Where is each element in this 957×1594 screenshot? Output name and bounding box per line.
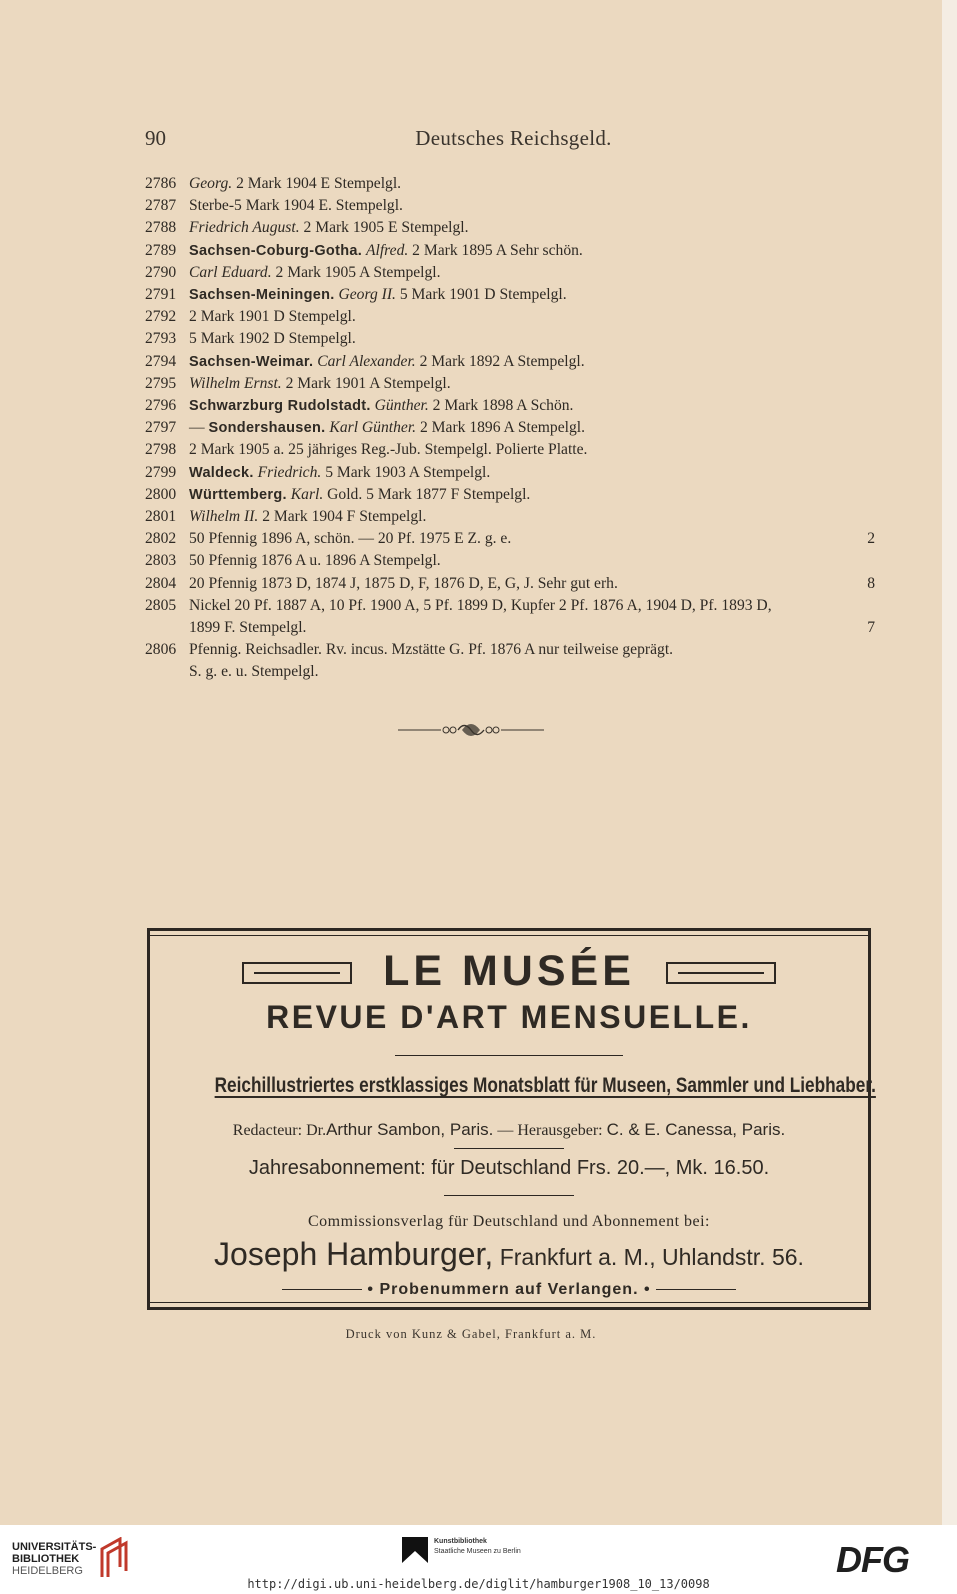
entry-text: 2 Mark 1896 A Stempelgl. [416, 419, 585, 437]
entry-text: 2 Mark 1904 E Stempelgl. [232, 175, 402, 192]
distributor-name: Joseph Hamburger, [214, 1236, 494, 1272]
entry-region: Sachsen-Weimar. [189, 353, 314, 370]
ad-commission: Commissionsverlag für Deutschland und Abonnement bei: [308, 1213, 710, 1230]
entry-ruler: Günther. [374, 397, 429, 415]
entry-ruler: Georg. [189, 175, 233, 192]
permalink-url[interactable]: http://digi.ub.uni-heidelberg.de/diglit/hamburger1908_10_13/0098 [247, 1577, 710, 1591]
catalog-entry [145, 462, 875, 484]
catalog-entry [145, 373, 875, 395]
ad-subscription: Jahresabonnement: für Deutschland Frs. 20.—, Mk. 16.50. [248, 1157, 770, 1179]
publisher-label: — Herausgeber: [493, 1122, 607, 1139]
entry-ruler: Carl Eduard. [189, 263, 272, 281]
entry-text: — [189, 419, 209, 437]
entry-number: 2799 [145, 463, 177, 481]
ornament-divider [0, 718, 942, 747]
entry-ruler: Wilhelm II. [189, 508, 259, 526]
entry-text: 2 Mark 1905 E Stempelgl. [299, 219, 469, 237]
catalog-entry [145, 351, 875, 373]
entry-number: 2800 [145, 485, 177, 503]
library-sub: Staatliche Museen zu Berlin [434, 1548, 521, 1555]
university-emblem-icon [94, 1537, 134, 1581]
ad-tagline: Reichillustriertes erstklassiges Monatsblatt für Museen, Sammler und Liebhaber. [214, 1074, 876, 1097]
catalog-entry [145, 217, 875, 239]
ad-divider [395, 1055, 623, 1056]
specimen-rule-right [656, 1289, 736, 1290]
ad-divider [454, 1148, 564, 1149]
catalog-entry [145, 195, 875, 217]
entry-number: 2804 [145, 574, 177, 592]
entry-region: Sachsen-Coburg-Gotha. [189, 242, 363, 259]
publisher-name: C. & E. Canessa, Paris. [606, 1120, 786, 1139]
specimen-text: Probenummern auf Verlangen. [379, 1281, 639, 1298]
ad-divider [444, 1195, 574, 1196]
catalog-entry [145, 173, 875, 195]
entry-ruler: Georg II. [338, 286, 396, 304]
entry-text: 2 Mark 1905 a. 25 jähriges Reg.-Jub. Stempelgl. Polierte Platte. [189, 441, 588, 459]
entry-ruler: Wilhelm Ernst. [189, 374, 282, 392]
entry-number: 2796 [145, 397, 177, 415]
specimen-rule-left [282, 1289, 362, 1290]
entry-continuation: S. g. e. u. Stempelgl. [189, 663, 319, 681]
entry-region: Schwarzburg Rudolstadt. [189, 398, 371, 415]
ornament-icon [396, 718, 546, 742]
entry-text: 2 Mark 1905 A Stempelgl. [271, 263, 441, 281]
entry-number: 2788 [145, 219, 177, 237]
entry-number: 2791 [145, 286, 177, 304]
entry-ruler: Karl Günther. [329, 419, 417, 437]
ad-distributor [150, 1236, 868, 1273]
catalog-entry [145, 528, 875, 550]
entry-text: Sterbe-5 Mark 1904 E. Stempelgl. [189, 197, 403, 215]
printer-imprint: Druck von Kunz & Gabel, Frankfurt a. M. [345, 1327, 597, 1341]
entry-text: Nickel 20 Pf. 1887 A, 10 Pf. 1900 A, 5 Pf. 1899 D, Kupfer 2 Pf. 1876 A, 1904 D, Pf. 1893 D, [189, 596, 772, 614]
entry-number: 2792 [145, 308, 177, 326]
entry-text: 2 Mark 1901 A Stempelgl. [281, 374, 451, 392]
le-musee-advertisement [147, 928, 876, 1310]
entry-continuation: 1899 F. Stempelgl. [189, 619, 307, 637]
editor-label: Redacteur: Dr. [232, 1122, 327, 1139]
entry-number: 2795 [145, 374, 177, 392]
entry-ruler: Friedrich. [257, 463, 322, 481]
catalog-entry [145, 262, 875, 284]
catalog-entry [145, 506, 875, 528]
entry-number: 2805 [145, 596, 177, 614]
catalog-entry [145, 550, 875, 572]
entry-region: Sondershausen. [208, 420, 326, 437]
page-header [0, 126, 942, 150]
catalog-entry [145, 639, 875, 683]
entry-text: 50 Pfennig 1876 A u. 1896 A Stempelgl. [189, 552, 441, 570]
entry-text: 2 Mark 1892 A Stempelgl. [415, 352, 585, 370]
entry-region: Württemberg. [189, 486, 287, 503]
entry-ruler: Friedrich August. [189, 219, 300, 237]
entry-price: 8 [867, 574, 875, 592]
entry-number: 2797 [145, 419, 177, 437]
entry-number: 2801 [145, 508, 177, 526]
entry-text: 5 Mark 1903 A Stempelgl. [321, 463, 491, 481]
catalog-entry [145, 573, 875, 595]
catalog-entry [145, 439, 875, 461]
entry-number: 2789 [145, 241, 177, 259]
ad-specimen: • Probenummern auf Verlangen. • [150, 1281, 868, 1299]
page-number: 90 [145, 126, 166, 150]
entry-text: 2 Mark 1898 A Schön. [428, 397, 574, 415]
entry-number: 2790 [145, 263, 177, 281]
entry-text: 5 Mark 1901 D Stempelgl. [395, 286, 567, 304]
catalog-entry [145, 240, 875, 262]
dfg-logo[interactable]: DFG [836, 1539, 909, 1580]
entry-text: Gold. 5 Mark 1877 F Stempelgl. [323, 485, 531, 503]
entry-region: Waldeck. [189, 464, 254, 481]
entry-price: 2 [867, 530, 875, 548]
entry-number: 2794 [145, 352, 177, 370]
entry-text: 20 Pfennig 1873 D, 1874 J, 1875 D, F, 1876 D, E, G, J. Sehr gut erh. [189, 574, 618, 592]
catalog-entry [145, 395, 875, 417]
distributor-address: Frankfurt a. M., Uhlandstr. 56. [493, 1244, 804, 1270]
catalog-entry [145, 306, 875, 328]
entry-number: 2806 [145, 641, 177, 659]
entry-text: 2 Mark 1904 F Stempelgl. [258, 508, 427, 526]
entry-ruler: Carl Alexander. [317, 352, 416, 370]
university-library-logo[interactable]: UNIVERSITÄTS- BIBLIOTHEK HEIDELBERG [12, 1541, 96, 1577]
running-title: Deutsches Reichsgeld. [415, 126, 612, 150]
entry-text: 50 Pfennig 1896 A, schön. — 20 Pf. 1975 E Z. g. e. [189, 530, 512, 548]
library-name: Kunstbibliothek [434, 1538, 487, 1545]
entry-number: 2798 [145, 441, 177, 459]
entry-ruler: Alfred. [365, 241, 409, 259]
entry-number: 2803 [145, 552, 177, 570]
entry-text: 5 Mark 1902 D Stempelgl. [189, 330, 356, 348]
entry-ruler: Karl. [290, 485, 324, 503]
page-edge [942, 0, 957, 1525]
ad-subtitle: REVUE D'ART MENSUELLE. [266, 999, 752, 1035]
catalog-entries [145, 173, 875, 684]
kunstbibliothek-icon [402, 1537, 428, 1563]
entry-text: 2 Mark 1901 D Stempelgl. [189, 308, 356, 326]
ad-title: LE MUSÉE [383, 947, 635, 995]
entry-price: 7 [867, 619, 875, 637]
ad-editors [150, 1120, 868, 1140]
entry-number: 2786 [145, 175, 177, 192]
entry-region: Sachsen-Meiningen. [189, 287, 335, 304]
entry-text: Pfennig. Reichsadler. Rv. incus. Mzstätte G. Pf. 1876 A nur teilweise geprägt. [189, 641, 674, 659]
catalog-entry [145, 595, 875, 639]
digitization-footer [0, 1525, 957, 1594]
catalog-entry [145, 417, 875, 439]
entry-text: 2 Mark 1895 A Sehr schön. [408, 241, 583, 259]
entry-number: 2793 [145, 330, 177, 348]
entry-number: 2787 [145, 197, 177, 215]
editor-name: Arthur Sambon, Paris. [326, 1120, 494, 1139]
catalog-entry [145, 284, 875, 306]
catalog-entry [145, 484, 875, 506]
catalog-entry [145, 328, 875, 350]
entry-number: 2802 [145, 530, 177, 548]
